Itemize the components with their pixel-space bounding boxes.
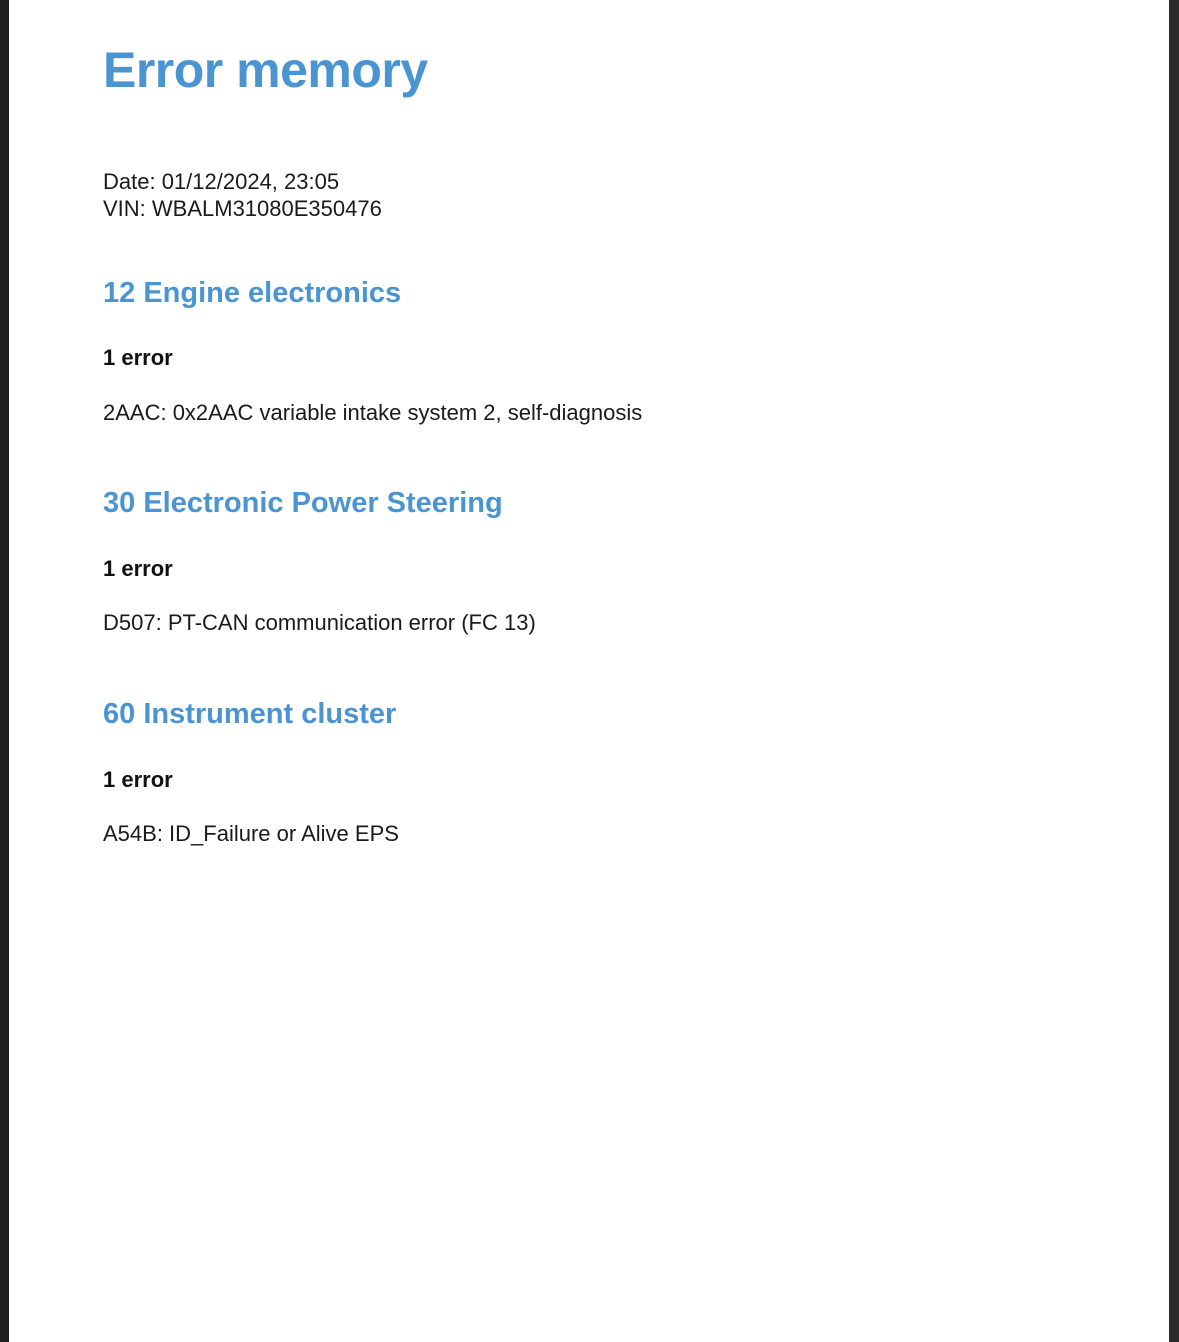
- report-meta: [103, 168, 382, 222]
- error-entry: 2AAC: 0x2AAC variable intake system 2, self-diagnosis: [103, 400, 643, 425]
- vehicle-vin: VIN: WBALM31080E350476: [103, 196, 382, 221]
- section-heading-engine-electronics: 12 Engine electronics: [103, 277, 402, 309]
- error-entry: D507: PT-CAN communication error (FC 13): [103, 610, 536, 635]
- section-error-count: 1 error: [103, 556, 173, 581]
- section-error-count: 1 error: [103, 767, 173, 792]
- section-heading-instrument-cluster: 60 Instrument cluster: [103, 698, 397, 730]
- section-heading-electronic-power-steering: 30 Electronic Power Steering: [103, 487, 503, 519]
- page-title: Error memory: [103, 42, 428, 98]
- document-page[interactable]: [9, 0, 1169, 1342]
- report-date: Date: 01/12/2024, 23:05: [103, 169, 340, 194]
- section-error-count: 1 error: [103, 345, 173, 370]
- viewer-right-edge: [1169, 0, 1179, 1342]
- error-entry: A54B: ID_Failure or Alive EPS: [103, 821, 399, 846]
